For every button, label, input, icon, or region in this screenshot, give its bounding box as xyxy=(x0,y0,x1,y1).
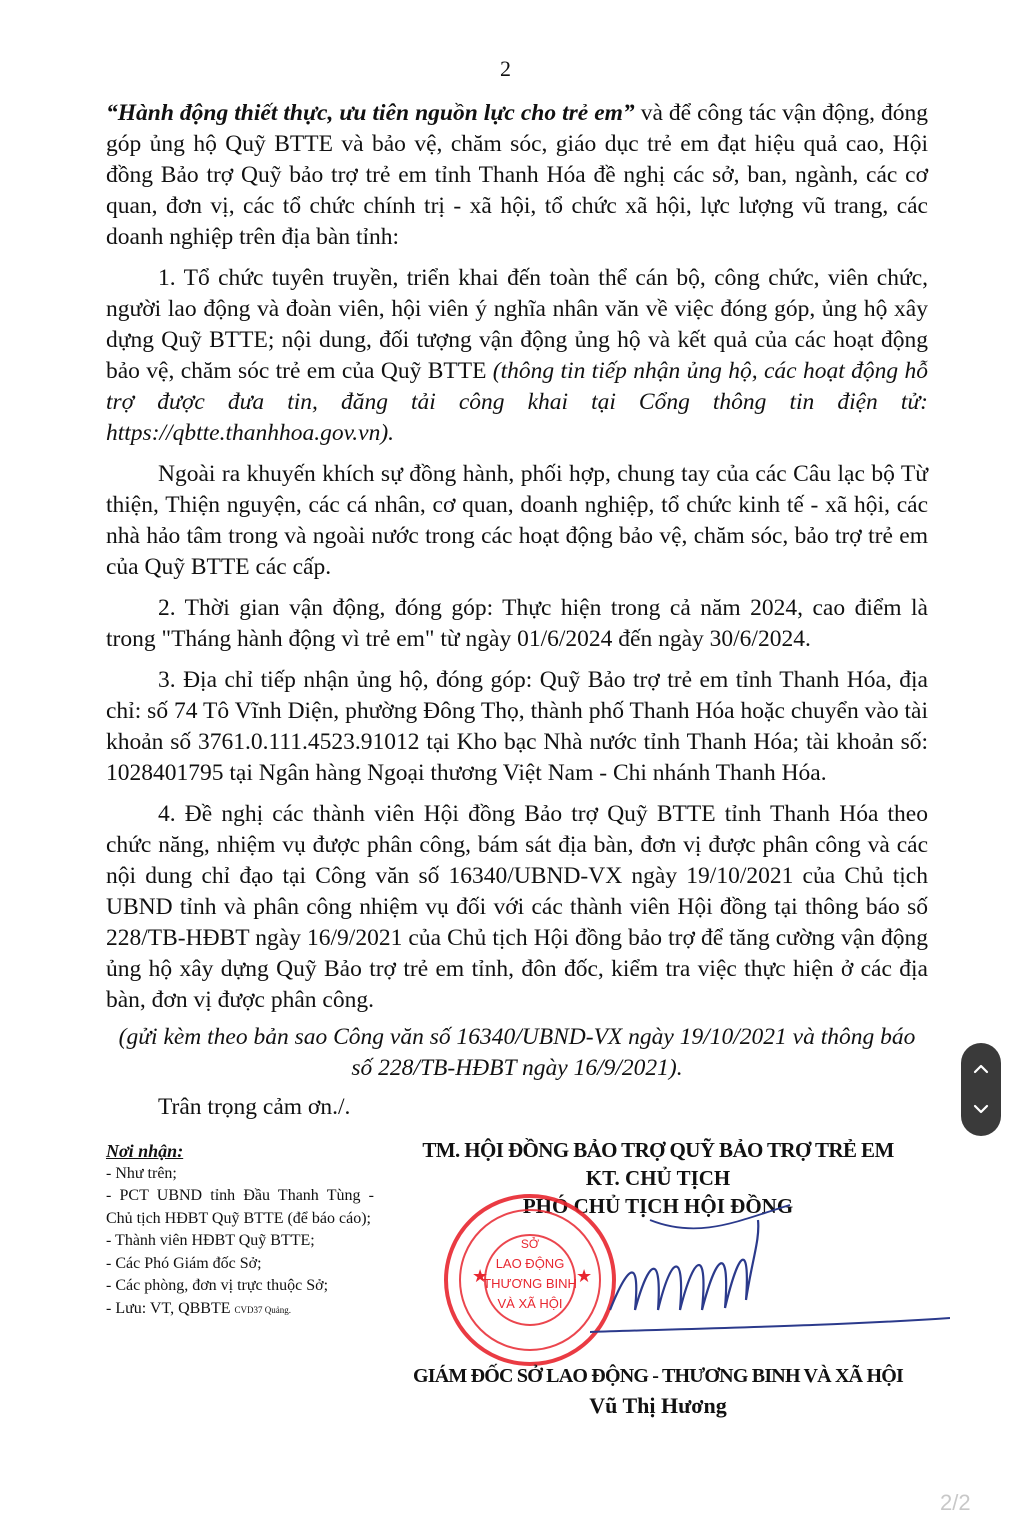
encouragement-paragraph: Ngoài ra khuyến khích sự đồng hành, phối hợp, chung tay của các Câu lạc bộ Từ thiện, Thiện nguyện, các cá nhân, cơ quan, doanh nghiệp, tổ chức kinh tế - xã hội, các nhà hảo tâm trong và ngoài nước trong các hoạt động bảo vệ, chăm sóc, bảo trợ trẻ em của Quỹ BTTE các cấp. xyxy=(106,461,928,580)
item-1-paragraph xyxy=(106,263,928,449)
item-4-paragraph: 4. Đề nghị các thành viên Hội đồng Bảo trợ Quỹ BTTE tỉnh Thanh Hóa theo chức năng, nhiệm vụ được phân công, bám sát địa bàn, đơn vị được phân công và các nội dung chỉ đạo tại Công văn số 16340/UBND-VX ngày 19/10/2021 của Chủ tịch UBND tỉnh và phân công nhiệm vụ đối với các thành viên Hội đồng tại thông báo số 228/TB-HĐBT ngày 16/9/2021 của Chủ tịch Hội đồng bảo trợ để tăng cường vận động ủng hộ xây dựng Quỹ Bảo trợ trẻ em tỉnh, đôn đốc, kiểm tra việc thực hiện ở các địa bàn, đơn vị được phân công. xyxy=(106,801,928,1013)
page-number: 2 xyxy=(500,56,511,81)
recipients-list xyxy=(106,1140,374,1321)
stamp-line-3: THƯƠNG BINH xyxy=(483,1276,577,1291)
signing-role: PHÓ CHỦ TỊCH HỘI ĐỒNG xyxy=(522,1194,794,1218)
recipient-item: - Các phòng, đơn vị trực thuộc Sở; xyxy=(106,1277,329,1294)
recipient-item: - PCT UBND tỉnh Đầu Thanh Tùng - Chủ tịch HĐBT Quỹ BTTE (để báo cáo); xyxy=(106,1187,374,1227)
page-indicator: 2/2 xyxy=(940,1490,971,1515)
chevron-up-icon xyxy=(972,1060,990,1078)
item-1-text: 1. Tổ chức tuyên truyền, triển khai đến toàn thể cán bộ, công chức, viên chức, người lao động và đoàn viên, hội viên ý nghĩa nhân văn về việc đóng góp, ủng hộ xây dựng Quỹ BTTE; nội dung, đối tượng vận động ủng hộ và kết quả của các hoạt động bảo vệ, chăm sóc trẻ em của Quỹ BTTE xyxy=(106,265,928,384)
item-2-paragraph: 2. Thời gian vận động, đóng góp: Thực hiện trong cả năm 2024, cao điểm là trong "Tháng hành động vì trẻ em" từ ngày 01/6/2024 đến ngày 30/6/2024. xyxy=(106,595,928,652)
handwritten-signature-icon xyxy=(590,1200,950,1350)
recipient-item: - Các Phó Giám đốc Sở; xyxy=(106,1254,262,1272)
recipients-title: Nơi nhận: xyxy=(106,1141,184,1161)
recipient-item xyxy=(106,1298,374,1322)
signer-name: Vũ Thị Hương xyxy=(589,1393,727,1418)
stamp-star-right: ★ xyxy=(576,1266,593,1286)
stamp-star-left: ★ xyxy=(472,1266,489,1286)
intro-paragraph xyxy=(106,98,928,253)
stamp-line-1: SỞ xyxy=(520,1237,540,1251)
stamp-line-4: VÀ XÃ HỘI xyxy=(497,1296,563,1311)
signer-title: GIÁM ĐỐC SỞ LAO ĐỘNG - THƯƠNG BINH VÀ XÃ HỘI xyxy=(412,1365,904,1387)
recipient-archive-suffix: CVD37 Quảng. xyxy=(234,1304,292,1315)
scroll-down-button[interactable] xyxy=(961,1089,1001,1129)
item-1-note: (thông tin tiếp nhận ủng hộ, các hoạt động hỗ trợ được đưa tin, đăng tải công khai tại Cổng thông tin điện tử: https://qbtte.thanhhoa.gov.vn). xyxy=(106,358,928,446)
item-3-paragraph: 3. Địa chỉ tiếp nhận ủng hộ, đóng góp: Quỹ Bảo trợ trẻ em tỉnh Thanh Hóa, địa chỉ: số 74 Tô Vĩnh Diện, phường Đông Thọ, thành phố Thanh Hóa hoặc chuyển vào tài khoản số 3761.0.111.4523.91012 tại Kho bạc Nhà nước tỉnh Thanh Hóa; tài khoản số: 1028401795 tại Ngân hàng Ngoại thương Việt Nam - Chi nhánh Thanh Hóa. xyxy=(106,667,928,786)
recipient-item: - Như trên; xyxy=(106,1164,177,1182)
attachment-note: (gửi kèm theo bản sao Công văn số 16340/UBND-VX ngày 19/10/2021 và thông báo số 228/TB-HĐBT ngày 16/9/2021). xyxy=(118,1024,916,1081)
signing-authority: KT. CHỦ TỊCH xyxy=(585,1166,731,1190)
campaign-slogan: “Hành động thiết thực, ưu tiên nguồn lực cho trẻ em” xyxy=(106,100,635,126)
recipient-item: - Thành viên HĐBT Quỹ BTTE; xyxy=(106,1232,315,1249)
closing-line: Trân trọng cảm ơn./. xyxy=(158,1094,351,1120)
intro-text: và để công tác vận động, đóng góp ủng hộ Quỹ BTTE và bảo vệ, chăm sóc, giáo dục trẻ em đạt hiệu quả cao, Hội đồng Bảo trợ Quỹ bảo trợ trẻ em tỉnh Thanh Hóa đề nghị các sở, ban, ngành, các cơ quan, đơn vị, các tổ chức chính trị - xã hội, tổ chức xã hội, lực lượng vũ trang, các doanh nghiệp trên địa bàn tỉnh: xyxy=(106,100,928,250)
page-scroll-control xyxy=(961,1043,1001,1136)
stamp-line-2: LAO ĐỘNG xyxy=(495,1256,565,1271)
chevron-down-icon xyxy=(972,1100,990,1118)
scroll-up-button[interactable] xyxy=(961,1049,1001,1089)
signing-organization: TM. HỘI ĐỒNG BẢO TRỢ QUỸ BẢO TRỢ TRẺ EM xyxy=(422,1138,894,1162)
recipient-archive: - Lưu: VT, QBBTE xyxy=(106,1299,231,1317)
document-body xyxy=(106,98,928,1123)
